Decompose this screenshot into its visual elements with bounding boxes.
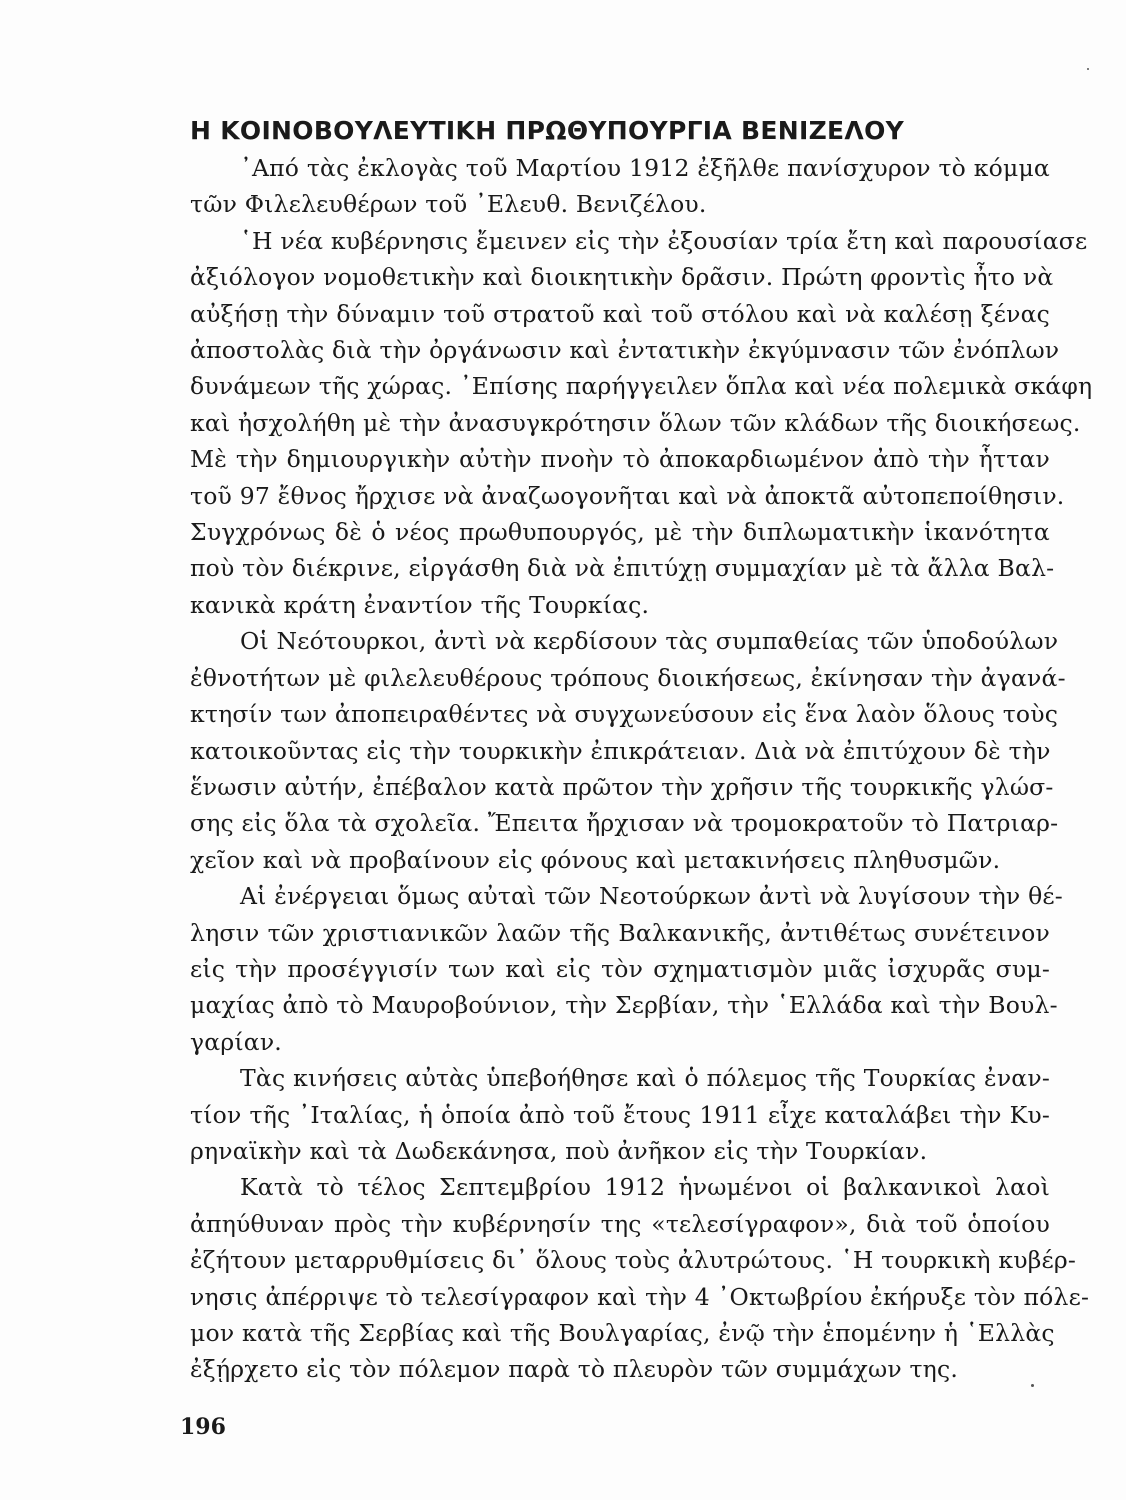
ink-speck bbox=[1087, 68, 1089, 70]
text-line: τίον τῆς ᾿Ιταλίας, ἡ ὁποία ἀπὸ τοῦ ἔτους 1911 εἶχε καταλάβει τὴν Κυ- bbox=[190, 1100, 1050, 1129]
text-line: Συγχρόνως δὲ ὁ νέος πρωθυπουργός, μὲ τὴν διπλωματικὴν ἱκανότητα bbox=[190, 518, 1050, 547]
text-line: σης εἰς ὅλα τὰ σχολεῖα. Ἔπειτα ἤρχισαν νὰ τρομοκρατοῦν τὸ Πατριαρ- bbox=[190, 809, 1059, 838]
text-line: τοῦ 97 ἔθνος ἤρχισε νὰ ἀναζωογονῆται καὶ νὰ ἀποκτᾶ αὐτοπεποίθησιν. bbox=[190, 481, 1065, 510]
text-line: δυνάμεων τῆς χώρας. ᾿Επίσης παρήγγειλεν ὅπλα καὶ νέα πολεμικὰ σκάφη bbox=[190, 372, 1093, 401]
paragraph-4 bbox=[190, 878, 1063, 1060]
text-line: κατοικοῦντας εἰς τὴν τουρκικὴν ἐπικράτειαν. Διὰ νὰ ἐπιτύχουν δὲ τὴν bbox=[190, 736, 1051, 765]
text-line: μαχίας ἀπὸ τὸ Μαυροβούνιον, τὴν Σερβίαν, τὴν ῾Ελλάδα καὶ τὴν Βουλ- bbox=[190, 991, 1058, 1020]
text-line: ᾿Από τὰς ἐκλογὰς τοῦ Μαρτίου 1912 ἐξῆλθε πανίσχυρον τὸ κόμμα bbox=[240, 154, 1050, 182]
text-line: ἀπηύθυναν πρὸς τὴν κυβέρνησίν της «τελεσίγραφον», διὰ τοῦ ὁποίου bbox=[190, 1209, 1050, 1238]
text-line: ἐζήτουν μεταρρυθμίσεις δι᾿ ὅλους τοὺς ἀλυτρώτους. ῾Η τουρκικὴ κυβέρ- bbox=[190, 1246, 1077, 1275]
text-line: Αἱ ἐνέργειαι ὅμως αὐταὶ τῶν Νεοτούρκων ἀντὶ νὰ λυγίσουν τὴν θέ- bbox=[240, 882, 1063, 911]
text-line: ἕνωσιν αὐτήν, ἐπέβαλον κατὰ πρῶτον τὴν χρῆσιν τῆς τουρκικῆς γλώσ- bbox=[190, 772, 1054, 801]
paragraph-5 bbox=[190, 1060, 1050, 1169]
text-line: μον κατὰ τῆς Σερβίας καὶ τῆς Βουλγαρίας, ἐνῷ τὴν ἑπομένην ἡ ῾Ελλὰς bbox=[190, 1319, 1055, 1347]
text-line: νησις ἀπέρριψε τὸ τελεσίγραφον καὶ τὴν 4 ᾿Οκτωβρίου ἐκήρυξε τὸν πόλε- bbox=[190, 1282, 1090, 1311]
text-line: Μὲ τὴν δημιουργικὴν αὐτὴν πνοὴν τὸ ἀποκαρδιωμένον ἀπὸ τὴν ἧτταν bbox=[190, 445, 1050, 474]
text-line: ἐθνοτήτων μὲ φιλελευθέρους τρόπους διοικήσεως, ἐκίνησαν τὴν ἀγανά- bbox=[190, 663, 1066, 692]
body-text bbox=[190, 150, 1093, 1388]
text-line: Οἱ Νεότουρκοι, ἀντὶ νὰ κερδίσουν τὰς συμπαθείας τῶν ὑποδούλων bbox=[240, 627, 1059, 656]
chapter-title: Η ΚΟΙΝΟΒΟΥΛΕΥΤΙΚΗ ΠΡΩΘΥΠΟΥΡΓΙΑ ΒΕΝΙΖΕΛΟΥ bbox=[190, 116, 905, 145]
text-line: ποὺ τὸν διέκρινε, εἰργάσθη διὰ νὰ ἐπιτύχῃ συμμαχίαν μὲ τὰ ἄλλα Βαλ- bbox=[190, 554, 1055, 583]
text-line: Τὰς κινήσεις αὐτὰς ὑπεβοήθησε καὶ ὁ πόλεμος τῆς Τουρκίας ἐναν- bbox=[240, 1064, 1050, 1093]
page-number: 196 bbox=[180, 1414, 226, 1440]
text-line: ἀποστολὰς διὰ τὴν ὀργάνωσιν καὶ ἐντατικὴν ἐκγύμνασιν τῶν ἐνόπλων bbox=[190, 336, 1060, 365]
text-line: χεῖον καὶ νὰ προβαίνουν εἰς φόνους καὶ μετακινήσεις πληθυσμῶν. bbox=[190, 845, 1001, 874]
paragraph-3 bbox=[190, 623, 1066, 878]
text-line: ἐξῄρχετο εἰς τὸν πόλεμον παρὰ τὸ πλευρὸν τῶν συμμάχων της. bbox=[190, 1355, 958, 1384]
text-line: Κατὰ τὸ τέλος Σεπτεμβρίου 1912 ἡνωμένοι οἱ βαλκανικοὶ λαοὶ bbox=[240, 1173, 1050, 1202]
paragraph-1 bbox=[190, 150, 1050, 223]
text-line: λησιν τῶν χριστιανικῶν λαῶν τῆς Βαλκανικῆς, ἀντιθέτως συνέτεινον bbox=[190, 918, 1050, 947]
text-line: κτησίν των ἀποπειραθέντες νὰ συγχωνεύσουν εἰς ἕνα λαὸν ὅλους τοὺς bbox=[190, 700, 1059, 729]
text-line: ῾Η νέα κυβέρνησις ἔμεινεν εἰς τὴν ἐξουσίαν τρία ἔτη καὶ παρουσίασε bbox=[240, 226, 1088, 255]
text-line: αὐξήσῃ τὴν δύναμιν τοῦ στρατοῦ καὶ τοῦ στόλου καὶ νὰ καλέσῃ ξένας bbox=[190, 299, 1050, 328]
paragraph-6 bbox=[190, 1169, 1090, 1387]
text-line: ἀξιόλογον νομοθετικὴν καὶ διοικητικὴν δρᾶσιν. Πρώτη φροντὶς ἦτο νὰ bbox=[190, 263, 1054, 292]
ink-speck bbox=[1031, 1384, 1034, 1387]
text-line: καὶ ἠσχολήθη μὲ τὴν ἀνασυγκρότησιν ὅλων τῶν κλάδων τῆς διοικήσεως. bbox=[190, 408, 1081, 437]
text-line: ρηναϊκὴν καὶ τὰ Δωδεκάνησα, ποὺ ἀνῆκον εἰς τὴν Τουρκίαν. bbox=[190, 1136, 928, 1165]
text-line: εἰς τὴν προσέγγισίν των καὶ εἰς τὸν σχηματισμὸν μιᾶς ἰσχυρᾶς συμ- bbox=[190, 954, 1050, 983]
text-line: τῶν Φιλελευθέρων τοῦ ᾿Ελευθ. Βενιζέλου. bbox=[190, 190, 707, 219]
text-line: κανικὰ κράτη ἐναντίον τῆς Τουρκίας. bbox=[190, 590, 650, 619]
text-line: γαρίαν. bbox=[190, 1027, 282, 1056]
paragraph-2 bbox=[190, 223, 1093, 623]
